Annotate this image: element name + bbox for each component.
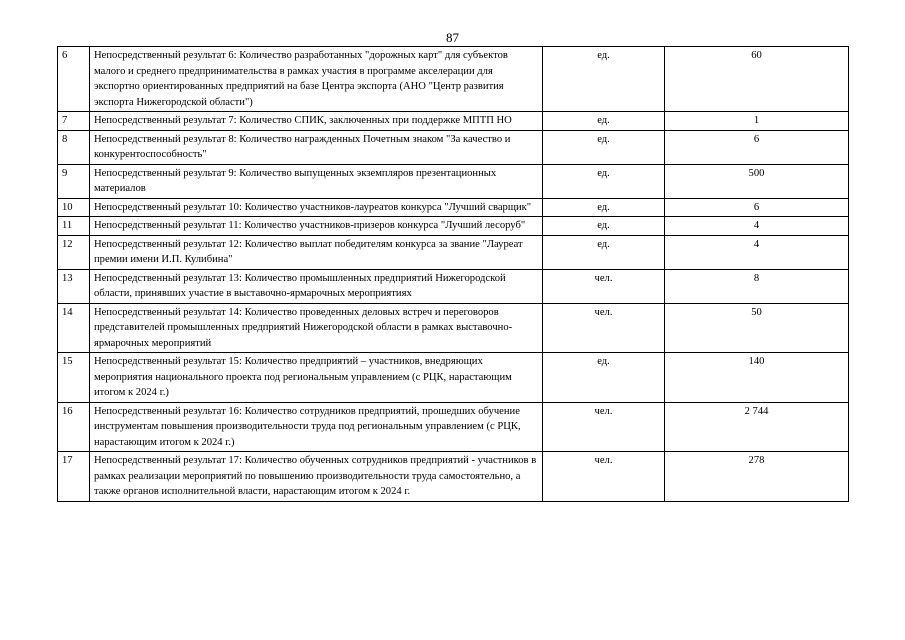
row-number: 15: [58, 353, 90, 403]
value-cell: 140: [665, 353, 849, 403]
value-cell: 4: [665, 235, 849, 269]
table-row: [58, 269, 849, 303]
table-row: [58, 130, 849, 164]
result-description: Непосредственный результат 11: Количество участников-призеров конкурса "Лучший лесоруб": [90, 217, 543, 236]
unit-cell: чел.: [543, 269, 665, 303]
unit-cell: ед.: [543, 198, 665, 217]
unit-cell: ед.: [543, 217, 665, 236]
table-row: [58, 112, 849, 131]
result-description: Непосредственный результат 9: Количество выпущенных экземпляров презентационных материалов: [90, 164, 543, 198]
table-row: [58, 217, 849, 236]
unit-cell: ед.: [543, 353, 665, 403]
value-cell: 1: [665, 112, 849, 131]
value-cell: 4: [665, 217, 849, 236]
row-number: 7: [58, 112, 90, 131]
value-cell: 278: [665, 452, 849, 502]
table-row: [58, 235, 849, 269]
row-number: 13: [58, 269, 90, 303]
value-cell: 60: [665, 47, 849, 112]
result-description: Непосредственный результат 17: Количество обученных сотрудников предприятий - участников в рамках реализации мероприятий по повышению производительности труда самостоятельно, а также органов исполнительной власти, нарастающим итогом к 2024 г.: [90, 452, 543, 502]
unit-cell: ед.: [543, 112, 665, 131]
result-description: Непосредственный результат 12: Количество выплат победителям конкурса за звание "Лауреат премии имени И.П. Кулибина": [90, 235, 543, 269]
row-number: 6: [58, 47, 90, 112]
results-table-body: [58, 47, 849, 502]
row-number: 11: [58, 217, 90, 236]
page-number: 87: [446, 30, 459, 45]
table-row: [58, 303, 849, 353]
result-description: Непосредственный результат 6: Количество разработанных "дорожных карт" для субъектов малого и среднего предпринимательства в рамках участия в программе акселерации для экспортно ориентированных предприятий на базе Центра экспорта (АНО "Центр развития экспорта Нижегородской области"): [90, 47, 543, 112]
table-row: [58, 353, 849, 403]
results-table: [57, 46, 849, 502]
table-row: [58, 198, 849, 217]
unit-cell: чел.: [543, 402, 665, 452]
result-description: Непосредственный результат 8: Количество награжденных Почетным знаком "За качество и конкурентоспособность": [90, 130, 543, 164]
row-number: 9: [58, 164, 90, 198]
value-cell: 500: [665, 164, 849, 198]
row-number: 8: [58, 130, 90, 164]
unit-cell: чел.: [543, 303, 665, 353]
row-number: 14: [58, 303, 90, 353]
result-description: Непосредственный результат 15: Количество предприятий – участников, внедряющих мероприятия национального проекта под региональным управлением (с РЦК, нарастающим итогом к 2024 г.): [90, 353, 543, 403]
unit-cell: ед.: [543, 235, 665, 269]
unit-cell: ед.: [543, 130, 665, 164]
table-row: [58, 402, 849, 452]
row-number: 12: [58, 235, 90, 269]
result-description: Непосредственный результат 10: Количество участников-лауреатов конкурса "Лучший сварщик": [90, 198, 543, 217]
value-cell: 2 744: [665, 402, 849, 452]
row-number: 17: [58, 452, 90, 502]
unit-cell: ед.: [543, 47, 665, 112]
unit-cell: чел.: [543, 452, 665, 502]
row-number: 10: [58, 198, 90, 217]
table-row: [58, 47, 849, 112]
row-number: 16: [58, 402, 90, 452]
table-row: [58, 164, 849, 198]
result-description: Непосредственный результат 14: Количество проведенных деловых встреч и переговоров представителей промышленных предприятий Нижегородской области в рамках выставочно-ярмарочных мероприятий: [90, 303, 543, 353]
table-row: [58, 452, 849, 502]
value-cell: 50: [665, 303, 849, 353]
result-description: Непосредственный результат 13: Количество промышленных предприятий Нижегородской области, принявших участие в выставочно-ярмарочных мероприятиях: [90, 269, 543, 303]
value-cell: 8: [665, 269, 849, 303]
value-cell: 6: [665, 130, 849, 164]
result-description: Непосредственный результат 7: Количество СПИК, заключенных при поддержке МПТП НО: [90, 112, 543, 131]
result-description: Непосредственный результат 16: Количество сотрудников предприятий, прошедших обучение инструментам повышения производительности труда под региональным управлением (с РЦК, нарастающим итогом к 2024 г.): [90, 402, 543, 452]
unit-cell: ед.: [543, 164, 665, 198]
value-cell: 6: [665, 198, 849, 217]
